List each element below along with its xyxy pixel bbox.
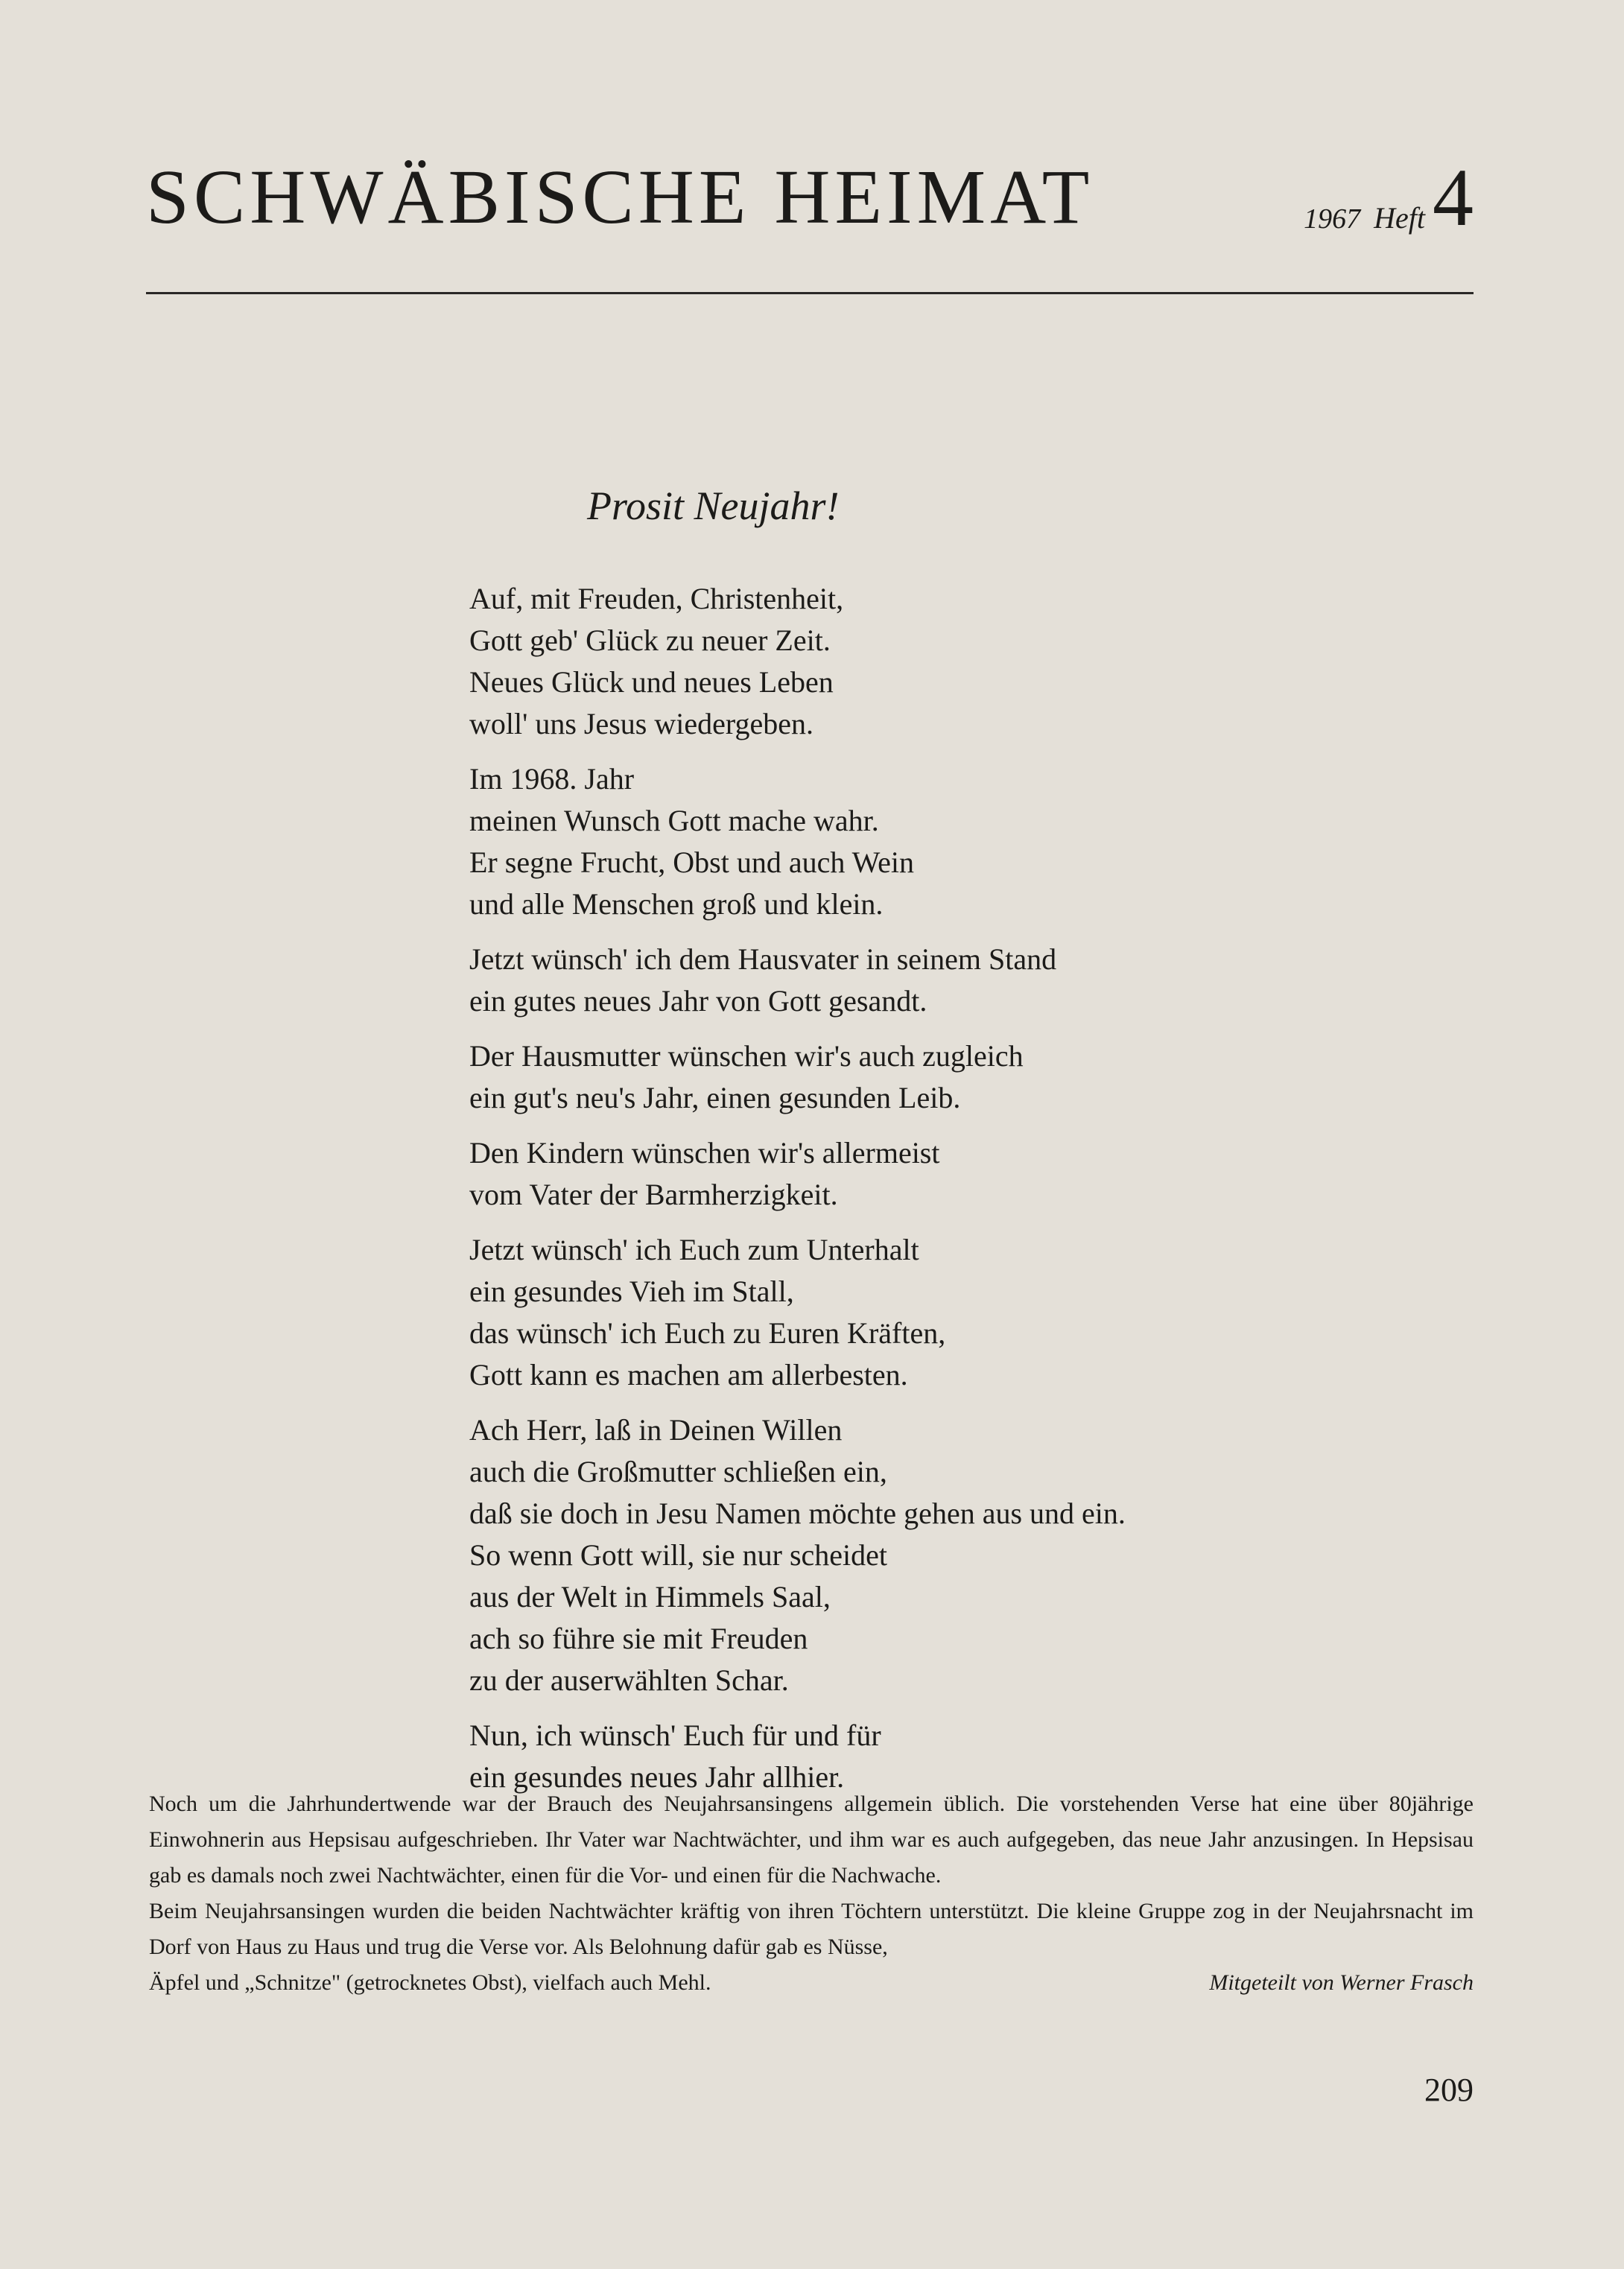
masthead-rule xyxy=(146,292,1474,294)
poem-stanza xyxy=(469,1035,1363,1119)
poem-line: Den Kindern wünschen wir's allermeist xyxy=(469,1136,940,1170)
author-credit: Mitgeteilt von Werner Frasch xyxy=(1209,1970,1474,1995)
note-paragraph-2: Beim Neujahrsansingen wurden die beiden Nachtwächter kräftig von ihren Töchtern unterstützt. Die kleine Gruppe zog in der Neujahrsnacht im Dorf von Haus zu Haus und trug die Verse vor. Als Belohnung dafür gab es Nüsse, xyxy=(149,1899,1474,1959)
poem-title: Prosit Neujahr! xyxy=(587,483,840,528)
poem-line: woll' uns Jesus wiedergeben. xyxy=(469,707,813,740)
poem-line: Der Hausmutter wünschen wir's auch zugleich xyxy=(469,1039,1024,1073)
poem-line: das wünsch' ich Euch zu Euren Kräften, xyxy=(469,1316,946,1350)
poem-line: Jetzt wünsch' ich Euch zum Unterhalt xyxy=(469,1233,919,1266)
poem-line: ein gut's neu's Jahr, einen gesunden Leib. xyxy=(469,1081,961,1114)
poem-line: Gott kann es machen am allerbesten. xyxy=(469,1358,908,1391)
poem-stanza xyxy=(469,578,1363,745)
journal-title: SCHWÄBISCHE HEIMAT xyxy=(146,154,1094,240)
poem-stanza xyxy=(469,758,1363,925)
poem-line: ach so führe sie mit Freuden xyxy=(469,1622,808,1655)
poem-line: Nun, ich wünsch' Euch für und für xyxy=(469,1719,881,1752)
note-paragraph-2-end: Äpfel und „Schnitze" (getrocknetes Obst), vielfach auch Mehl. xyxy=(149,1970,711,1995)
poem-line: Er segne Frucht, Obst und auch Wein xyxy=(469,845,915,879)
poem-line: Jetzt wünsch' ich dem Hausvater in seinem Stand xyxy=(469,942,1057,976)
editorial-note xyxy=(149,1786,1474,2001)
issue-number: 4 xyxy=(1433,152,1474,243)
issue-heft-label: Heft xyxy=(1374,201,1425,235)
poem-line: Im 1968. Jahr xyxy=(469,762,635,796)
note-last-line xyxy=(149,1965,1474,2001)
poem-line: So wenn Gott will, sie nur scheidet xyxy=(469,1538,888,1572)
poem-body xyxy=(469,578,1363,1812)
masthead xyxy=(146,149,1474,261)
poem-stanza xyxy=(469,1229,1363,1396)
note-paragraph-1: Noch um die Jahrhundertwende war der Brauch des Neujahrsansingens allgemein üblich. Die vorstehenden Verse hat eine über 80jährige Einwohnerin aus Hepsisau aufgeschrieben. Ihr Vater war Nachtwächter, und ihm war es auch aufgegeben, das neue Jahr anzusingen. In Hepsisau gab es damals noch zwei Nachtwächter, einen für die Vor- und einen für die Nachwache. xyxy=(149,1792,1474,1888)
poem-line: Neues Glück und neues Leben xyxy=(469,665,834,699)
poem-line: vom Vater der Barmherzigkeit. xyxy=(469,1178,838,1211)
poem-line: auch die Großmutter schließen ein, xyxy=(469,1455,887,1488)
poem-line: aus der Welt in Himmels Saal, xyxy=(469,1580,831,1613)
poem-line: ein gutes neues Jahr von Gott gesandt. xyxy=(469,984,927,1018)
poem-line: ein gesundes Vieh im Stall, xyxy=(469,1275,794,1308)
poem-line: zu der auserwählten Schar. xyxy=(469,1663,789,1697)
poem-line: Auf, mit Freuden, Christenheit, xyxy=(469,582,844,615)
poem-line: meinen Wunsch Gott mache wahr. xyxy=(469,804,879,837)
poem-line: ein gesundes neues Jahr allhier. xyxy=(469,1760,845,1794)
poem-line: Gott geb' Glück zu neuer Zeit. xyxy=(469,623,831,657)
poem-stanza xyxy=(469,1409,1363,1701)
poem-line: daß sie doch in Jesu Namen möchte gehen aus und ein. xyxy=(469,1497,1126,1530)
issue-year: 1967 xyxy=(1304,203,1361,235)
poem-line: und alle Menschen groß und klein. xyxy=(469,887,884,921)
page-number: 209 xyxy=(1424,2072,1474,2108)
poem-line: Ach Herr, laß in Deinen Willen xyxy=(469,1413,843,1447)
poem-stanza xyxy=(469,939,1363,1022)
issue-info xyxy=(1304,149,1474,246)
poem-stanza xyxy=(469,1132,1363,1216)
